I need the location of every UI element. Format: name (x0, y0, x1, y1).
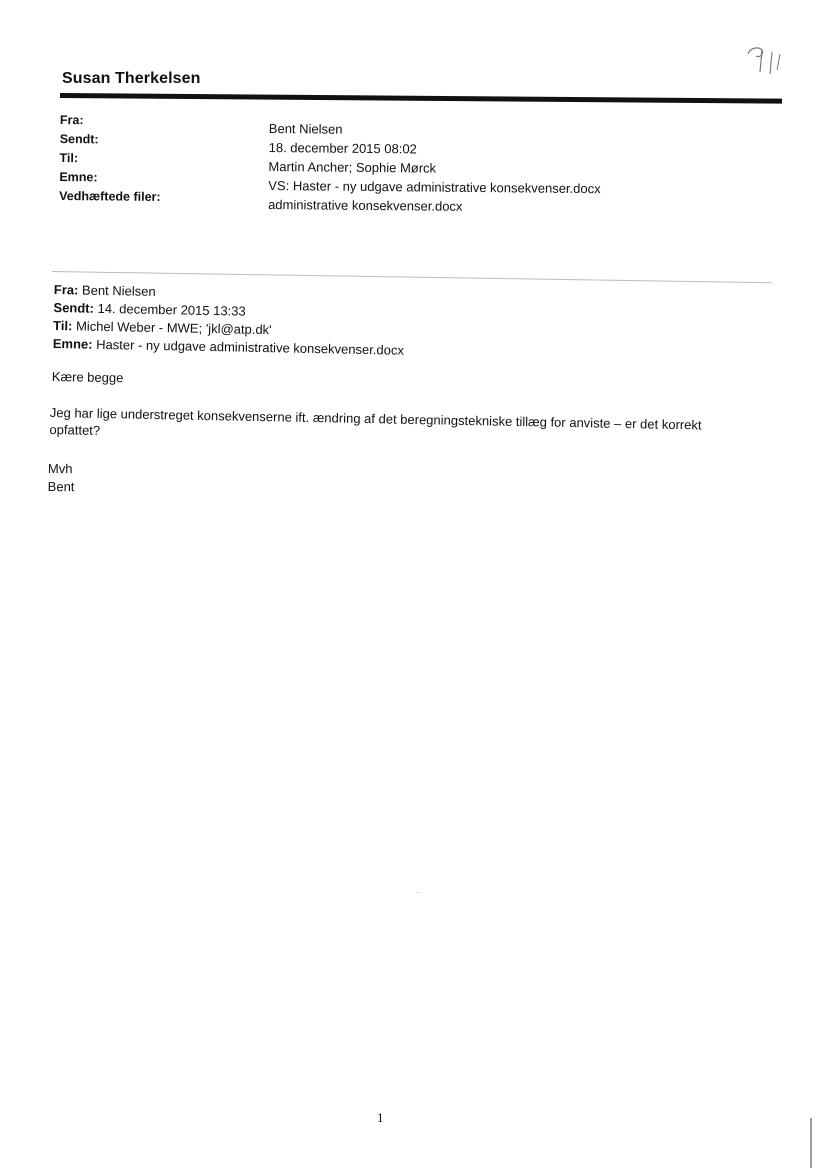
header-value-subject: VS: Haster - ny udgave administrative konsekvenser.docx (268, 178, 601, 197)
page-number: 1 (377, 1110, 384, 1125)
forwarded-to-value: Michel Weber - MWE; 'jkl@atp.dk' (75, 318, 272, 338)
forwarded-to-label: Til: (53, 317, 73, 334)
forwarded-from-value: Bent Nielsen (81, 282, 156, 299)
mailbox-owner-name: Susan Therkelsen (62, 70, 201, 87)
forwarded-subject-value: Haster - ny udgave administrative konsekvenser.docx (96, 336, 405, 358)
header-label-from: Fra: (59, 112, 84, 128)
forwarded-header (53, 281, 654, 365)
body-greeting: Kære begge (51, 369, 124, 386)
scan-edge-mark (810, 1118, 812, 1168)
forwarded-sent-label: Sendt: (53, 299, 95, 316)
header-label-sent: Sendt: (59, 131, 99, 147)
forwarded-from-label: Fra: (53, 281, 79, 298)
signoff-name: Bent (47, 478, 75, 495)
forward-separator (52, 271, 772, 283)
forwarded-subject-label: Emne: (52, 335, 93, 352)
header-label-attachments: Vedhæftede filer: (59, 188, 161, 204)
header-value-to: Martin Ancher; Sophie Mørck (268, 159, 437, 176)
header-label-to: Til: (59, 150, 79, 166)
email-header (59, 111, 680, 227)
header-label-subject: Emne: (59, 169, 98, 185)
header-value-from: Bent Nielsen (268, 121, 343, 137)
owner-header-rule (60, 93, 782, 104)
scan-speck (417, 892, 419, 893)
header-value-attachments: administrative konsekvenser.docx (268, 197, 463, 214)
forwarded-sent-value: 14. december 2015 13:33 (97, 300, 246, 319)
signoff (48, 460, 75, 496)
signoff-closing: Mvh (47, 460, 73, 477)
header-labels (59, 111, 161, 207)
body-paragraph: Jeg har lige understreget konsekvenserne ift. ændring af det beregningstekniske tillæg for anviste – er det korrekt opfattet? (49, 404, 702, 438)
header-value-sent: 18. december 2015 08:02 (268, 140, 417, 157)
header-values (268, 119, 601, 217)
handwritten-mark (742, 42, 786, 82)
